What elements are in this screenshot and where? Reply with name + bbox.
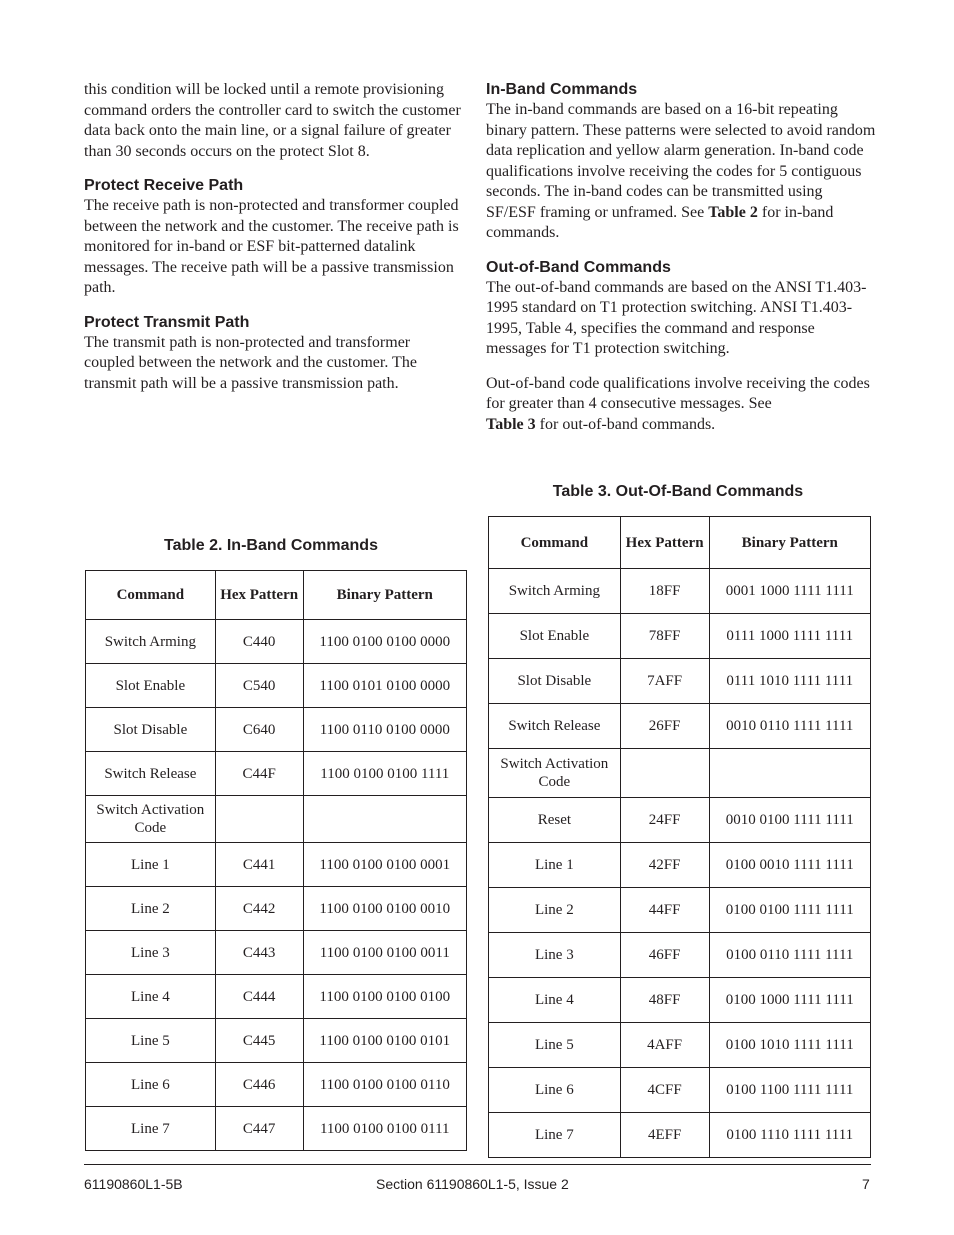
cell-hex: C442 (215, 887, 303, 931)
table-row (489, 659, 871, 704)
table2-reference: Table 2 (708, 203, 758, 221)
table-row (489, 933, 871, 978)
table-row (489, 704, 871, 749)
cell-command: Switch Release (86, 752, 216, 796)
column-header-command: Command (86, 571, 216, 620)
cell-hex (620, 749, 709, 798)
cell-command: Line 4 (489, 978, 621, 1023)
table-row (489, 614, 871, 659)
footer-doc-number: 61190860L1-5B (84, 1176, 183, 1192)
cell-binary: 0100 0010 1111 1111 (709, 843, 870, 888)
outband-heading: Out-of-Band Commands (486, 258, 671, 276)
cell-hex: C447 (215, 1107, 303, 1151)
cell-hex: 18FF (620, 569, 709, 614)
cell-binary: 1100 0100 0100 1111 (303, 752, 466, 796)
cell-hex: 4AFF (620, 1023, 709, 1068)
cell-command: Line 2 (86, 887, 216, 931)
column-header-hex: Hex Pattern (215, 571, 303, 620)
cell-binary: 1100 0100 0100 0110 (303, 1063, 466, 1107)
cell-binary: 1100 0100 0100 0000 (303, 620, 466, 664)
table3-reference: Table 3 (486, 415, 536, 433)
right-column (486, 80, 876, 449)
table-row (489, 978, 871, 1023)
table-row (86, 1107, 467, 1151)
cell-hex: 78FF (620, 614, 709, 659)
column-header-binary: Binary Pattern (303, 571, 466, 620)
cell-command: Switch Arming (489, 569, 621, 614)
table-row (86, 620, 467, 664)
cell-binary: 0100 1010 1111 1111 (709, 1023, 870, 1068)
cell-command: Slot Enable (86, 664, 216, 708)
cell-hex: C446 (215, 1063, 303, 1107)
cell-binary: 0100 1100 1111 1111 (709, 1068, 870, 1113)
inband-text-end: for in-band commands. (486, 203, 834, 241)
footer-rule (84, 1164, 871, 1165)
outofband-commands-table (488, 516, 871, 1158)
cell-hex: C44F (215, 752, 303, 796)
outband-text: Out-of-band code qualifications involve receiving the codes for greater than 4 consecutive messages. See (486, 374, 870, 412)
cell-command: Slot Disable (489, 659, 621, 704)
table-row (86, 1019, 467, 1063)
inband-section (486, 80, 876, 244)
cell-command: Line 3 (86, 931, 216, 975)
footer-section: Section 61190860L1-5, Issue 2 (376, 1176, 569, 1192)
cell-command: Slot Enable (489, 614, 621, 659)
cell-command: Line 5 (489, 1023, 621, 1068)
cell-command: Line 2 (489, 888, 621, 933)
cell-command: Line 6 (86, 1063, 216, 1107)
table-row (489, 888, 871, 933)
cell-command: Line 6 (489, 1068, 621, 1113)
inband-heading: In-Band Commands (486, 81, 638, 98)
cell-hex: 42FF (620, 843, 709, 888)
cell-command: Reset (489, 798, 621, 843)
intro-paragraph: this condition will be locked until a remote provisioning command orders the controller card to switch the customer data back onto the main line, or a signal failure of greater than 30 seconds occurs on the protect Slot 8. (84, 81, 461, 160)
cell-command: Line 5 (86, 1019, 216, 1063)
column-header-binary: Binary Pattern (709, 517, 870, 569)
cell-hex: 24FF (620, 798, 709, 843)
cell-command: Switch Release (489, 704, 621, 749)
outband-paragraph-2 (486, 374, 876, 436)
protect-transmit-heading: Protect Transmit Path (84, 313, 250, 331)
column-header-command: Command (489, 517, 621, 569)
table2-caption: Table 2. In-Band Commands (164, 537, 378, 554)
inband-commands-table (85, 570, 467, 1151)
cell-command: Line 4 (86, 975, 216, 1019)
cell-hex: 48FF (620, 978, 709, 1023)
footer-page-number: 7 (862, 1176, 870, 1192)
cell-binary: 0010 0100 1111 1111 (709, 798, 870, 843)
cell-binary: 1100 0100 0100 0011 (303, 931, 466, 975)
protect-receive-heading: Protect Receive Path (84, 177, 244, 194)
protect-receive-section (84, 176, 464, 299)
table-row (86, 752, 467, 796)
table3-caption: Table 3. Out-Of-Band Commands (552, 483, 804, 500)
table-row (489, 569, 871, 614)
inband-text: The in-band commands are based on a 16-bit repeating binary pattern. These patterns were selected to avoid random data replication and yellow alarm generation. In-band code qualifications involve receiving the codes for 5 contiguous seconds. The in-band codes can be transmitted using SF/ESF framing or unframed. See (486, 101, 876, 221)
table-row (489, 798, 871, 843)
cell-command: Switch Activation Code (86, 796, 216, 843)
protect-receive-paragraph: The receive path is non-protected and transformer coupled between the network and the customer. The receive path is monitored for in-band or ESF bit-patterned datalink messages. The receive path will be a passive transmission path. (84, 197, 459, 296)
table-row (86, 708, 467, 752)
column-header-hex: Hex Pattern (620, 517, 709, 569)
cell-hex: 4EFF (620, 1113, 709, 1158)
table-row (86, 796, 467, 843)
table-row (86, 843, 467, 887)
cell-binary: 1100 0101 0100 0000 (303, 664, 466, 708)
cell-hex: C445 (215, 1019, 303, 1063)
outband-text-end: for out-of-band commands. (535, 415, 716, 433)
cell-hex: C440 (215, 620, 303, 664)
cell-hex: 44FF (620, 888, 709, 933)
cell-command: Line 3 (489, 933, 621, 978)
cell-command: Slot Disable (86, 708, 216, 752)
table-row (86, 1063, 467, 1107)
cell-command: Line 7 (489, 1113, 621, 1158)
cell-hex: 4CFF (620, 1068, 709, 1113)
cell-hex (215, 796, 303, 843)
table-row (489, 1023, 871, 1068)
cell-binary: 1100 0100 0100 0010 (303, 887, 466, 931)
outband-paragraph-1: The out-of-band commands are based on the ANSI T1.403-1995 standard on T1 protection switching. ANSI T1.403-1995, Table 4, specifies the command and response messages for T1 protection switching. (486, 278, 867, 357)
cell-binary: 1100 0110 0100 0000 (303, 708, 466, 752)
cell-binary: 1100 0100 0100 0111 (303, 1107, 466, 1151)
cell-hex: 46FF (620, 933, 709, 978)
cell-command: Switch Activation Code (489, 749, 621, 798)
outband-section (486, 258, 876, 436)
cell-hex: C444 (215, 975, 303, 1019)
cell-command: Line 1 (489, 843, 621, 888)
cell-binary: 0100 1000 1111 1111 (709, 978, 870, 1023)
cell-hex: C540 (215, 664, 303, 708)
cell-binary (303, 796, 466, 843)
cell-hex: C441 (215, 843, 303, 887)
cell-binary: 0001 1000 1111 1111 (709, 569, 870, 614)
table-row (86, 931, 467, 975)
cell-binary: 1100 0100 0100 0100 (303, 975, 466, 1019)
cell-command: Switch Arming (86, 620, 216, 664)
cell-command: Line 1 (86, 843, 216, 887)
inband-paragraph (486, 100, 876, 244)
cell-command: Line 7 (86, 1107, 216, 1151)
table-row (489, 843, 871, 888)
cell-binary (709, 749, 870, 798)
cell-binary: 0100 0110 1111 1111 (709, 933, 870, 978)
cell-binary: 1100 0100 0100 0101 (303, 1019, 466, 1063)
table-header-row (86, 571, 467, 620)
protect-transmit-paragraph: The transmit path is non-protected and transformer coupled between the network and the customer. The transmit path will be a passive transmission path. (84, 333, 417, 392)
left-column (84, 80, 464, 408)
cell-binary: 0010 0110 1111 1111 (709, 704, 870, 749)
table-row (86, 664, 467, 708)
cell-hex: 26FF (620, 704, 709, 749)
cell-hex: C443 (215, 931, 303, 975)
table-row (489, 1113, 871, 1158)
protect-transmit-section (84, 313, 464, 395)
cell-hex: C640 (215, 708, 303, 752)
cell-binary: 1100 0100 0100 0001 (303, 843, 466, 887)
cell-hex: 7AFF (620, 659, 709, 704)
cell-binary: 0111 1010 1111 1111 (709, 659, 870, 704)
table-header-row (489, 517, 871, 569)
table-row (86, 975, 467, 1019)
cell-binary: 0100 1110 1111 1111 (709, 1113, 870, 1158)
table-row (86, 887, 467, 931)
table-row (489, 749, 871, 798)
cell-binary: 0111 1000 1111 1111 (709, 614, 870, 659)
table-row (489, 1068, 871, 1113)
cell-binary: 0100 0100 1111 1111 (709, 888, 870, 933)
